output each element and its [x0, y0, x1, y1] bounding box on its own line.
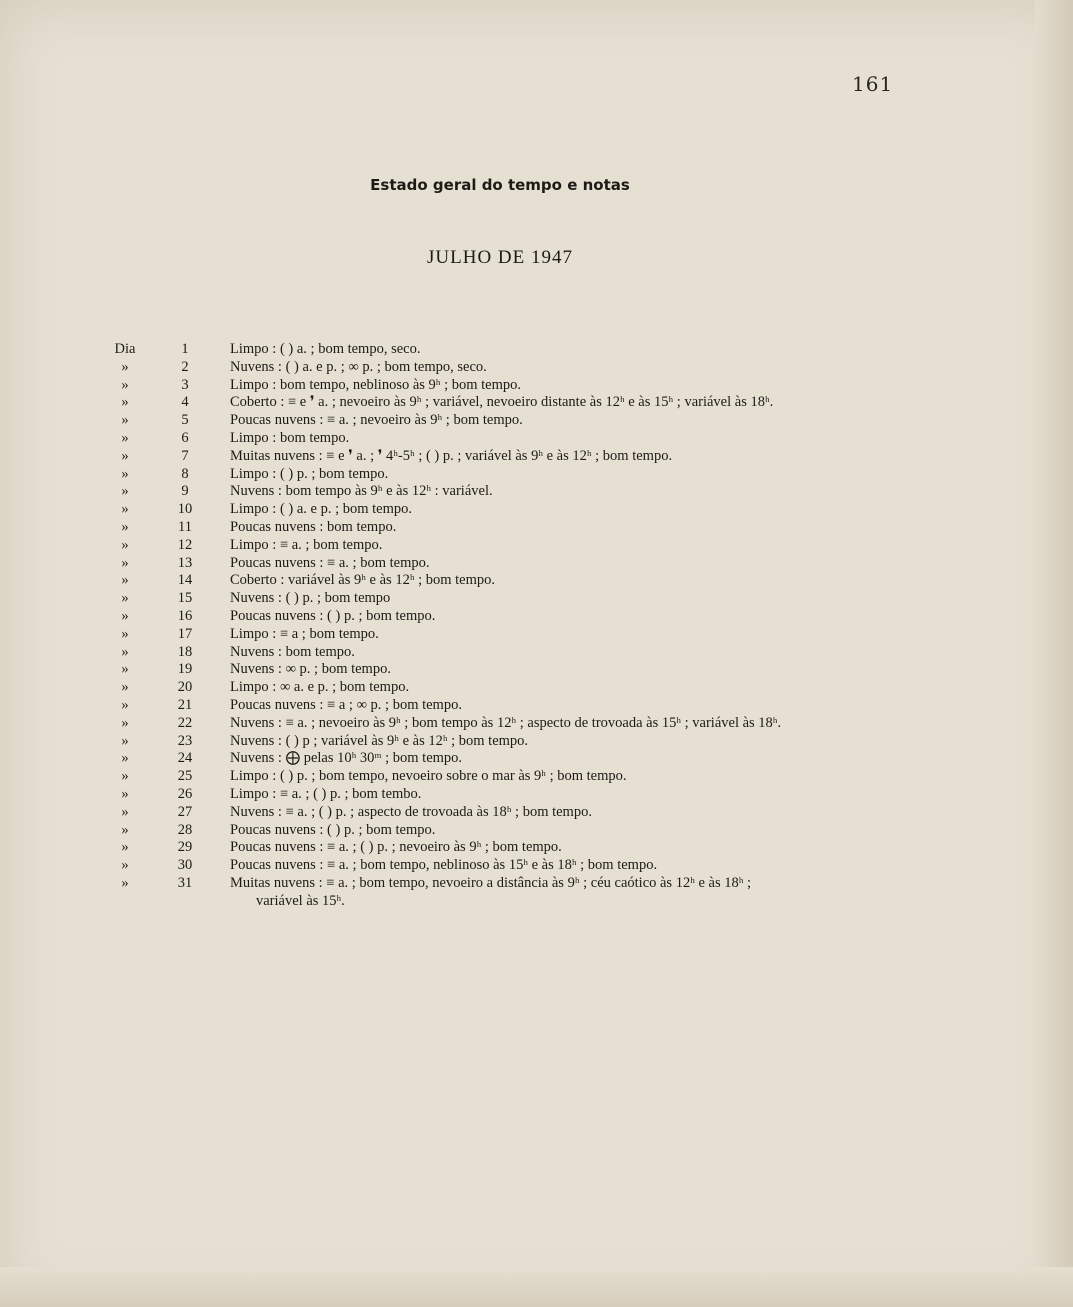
day-number: 31: [177, 874, 193, 891]
row-label: »: [121, 572, 129, 589]
day-entry-row: [0, 822, 1073, 840]
day-entry-row: [0, 608, 1073, 626]
day-entry-row: [0, 644, 1073, 662]
day-number: 21: [177, 696, 193, 713]
day-number: 30: [177, 857, 193, 874]
day-entry-row: [0, 412, 1073, 430]
weather-note: Nuvens : ≡ a. ; ( ) p. ; aspecto de trovoada às 18ʰ ; bom tempo.: [230, 803, 592, 820]
weather-note: Limpo : ≡ a ; bom tempo.: [230, 625, 379, 642]
day-entry-row: [0, 697, 1073, 715]
row-label: Dia: [114, 341, 136, 357]
row-label: »: [121, 839, 129, 856]
weather-note: Limpo : ( ) a. e p. ; bom tempo.: [230, 501, 413, 518]
weather-note: Nuvens : ( ) p. ; bom tempo: [230, 590, 391, 607]
day-entry-row: [0, 875, 1073, 911]
day-number: 4: [181, 394, 189, 411]
row-label: »: [121, 447, 129, 464]
weather-note: Poucas nuvens : ≡ a. ; nevoeiro às 9ʰ ; bom tempo.: [230, 412, 523, 429]
daily-notes-list: [0, 341, 1073, 911]
day-number: 13: [177, 554, 193, 571]
weather-note: Nuvens : ⨁ pelas 10ʰ 30ᵐ ; bom tempo.: [230, 750, 463, 767]
row-label: »: [121, 661, 129, 678]
day-entry-row: [0, 519, 1073, 537]
day-entry-row: [0, 341, 1073, 359]
day-number: 1: [181, 341, 189, 357]
day-number: 25: [177, 768, 193, 785]
day-entry-row: [0, 501, 1073, 519]
day-entry-row: [0, 804, 1073, 822]
day-entry-row: [0, 359, 1073, 377]
row-label: »: [121, 857, 129, 874]
day-entry-row: [0, 537, 1073, 555]
weather-note: Limpo : ≡ a. ; ( ) p. ; bom tembo.: [230, 785, 422, 802]
weather-note: Limpo : ≡ a. ; bom tempo.: [230, 536, 383, 553]
weather-note: Coberto : ≡ e ❜ a. ; nevoeiro às 9ʰ ; variável, nevoeiro distante às 12ʰ e às 15ʰ ; variável às 18ʰ.: [230, 394, 774, 411]
day-number: 11: [178, 518, 192, 535]
row-label: »: [121, 465, 129, 482]
row-label: »: [121, 732, 129, 749]
row-label: »: [121, 785, 129, 802]
weather-note: Limpo : ∞ a. e p. ; bom tempo.: [230, 679, 410, 696]
day-entry-row: [0, 448, 1073, 466]
day-entry-row: [0, 626, 1073, 644]
day-number: 8: [181, 465, 189, 482]
day-entry-row: [0, 786, 1073, 804]
day-number: 15: [177, 590, 193, 607]
day-number: 6: [181, 429, 189, 446]
day-entry-row: [0, 715, 1073, 733]
weather-note: Nuvens : ≡ a. ; nevoeiro às 9ʰ ; bom tempo às 12ʰ ; aspecto de trovoada às 15ʰ ; variável às 18ʰ.: [230, 714, 782, 731]
day-number: 26: [177, 785, 193, 802]
day-entry-row: [0, 572, 1073, 590]
row-label: »: [121, 376, 129, 393]
weather-note: Limpo : ( ) p. ; bom tempo, nevoeiro sobre o mar às 9ʰ ; bom tempo.: [230, 768, 627, 785]
row-label: »: [121, 821, 129, 838]
day-number: 12: [177, 536, 193, 553]
weather-note-continuation: variável às 15ʰ.: [256, 892, 345, 909]
row-label: »: [121, 483, 129, 500]
day-entry-row: [0, 590, 1073, 608]
weather-note: Nuvens : bom tempo.: [230, 643, 355, 660]
day-number: 14: [177, 572, 193, 589]
weather-note: Nuvens : ( ) a. e p. ; ∞ p. ; bom tempo, seco.: [230, 358, 487, 375]
day-entry-row: [0, 839, 1073, 857]
row-label: »: [121, 750, 129, 767]
day-entry-row: [0, 555, 1073, 573]
day-number: 17: [177, 625, 193, 642]
day-number: 3: [181, 376, 189, 393]
weather-note: Nuvens : ( ) p ; variável às 9ʰ e às 12ʰ ; bom tempo.: [230, 732, 529, 749]
row-label: »: [121, 607, 129, 624]
day-number: 18: [177, 643, 193, 660]
weather-note: Muitas nuvens : ≡ e ❜ a. ; ❜ 4ʰ-5ʰ ; ( ) p. ; variável às 9ʰ e às 12ʰ ; bom tempo.: [230, 447, 673, 464]
page-edge-bottom: [0, 1267, 1073, 1307]
day-number: 7: [181, 447, 189, 464]
day-number: 23: [177, 732, 193, 749]
row-label: »: [121, 768, 129, 785]
row-label: »: [121, 874, 129, 891]
day-entry-row: [0, 377, 1073, 395]
row-label: »: [121, 412, 129, 429]
weather-note: Limpo : bom tempo, neblinoso às 9ʰ ; bom tempo.: [230, 376, 522, 393]
weather-note: Poucas nuvens : ≡ a. ; bom tempo.: [230, 554, 430, 571]
day-entry-row: [0, 733, 1073, 751]
weather-note: Muitas nuvens : ≡ a. ; bom tempo, nevoeiro a distância às 9ʰ ; céu caótico às 12ʰ e às 18ʰ ;: [230, 874, 752, 891]
weather-note: Nuvens : bom tempo às 9ʰ e às 12ʰ : variável.: [230, 483, 493, 500]
section-title: Estado geral do tempo e notas: [370, 176, 630, 194]
weather-note: Poucas nuvens : ≡ a. ; ( ) p. ; nevoeiro às 9ʰ ; bom tempo.: [230, 839, 562, 856]
row-label: »: [121, 429, 129, 446]
weather-note: Nuvens : ∞ p. ; bom tempo.: [230, 661, 391, 678]
row-label: »: [121, 518, 129, 535]
day-entry-row: [0, 679, 1073, 697]
row-label: »: [121, 554, 129, 571]
day-number: 19: [177, 661, 193, 678]
day-number: 16: [177, 607, 193, 624]
row-label: »: [121, 643, 129, 660]
day-entry-row: [0, 394, 1073, 412]
weather-note: Coberto : variável às 9ʰ e às 12ʰ ; bom tempo.: [230, 572, 496, 589]
weather-note: Poucas nuvens : bom tempo.: [230, 518, 397, 535]
day-number: 24: [177, 750, 193, 767]
row-label: »: [121, 501, 129, 518]
weather-note: Poucas nuvens : ( ) p. ; bom tempo.: [230, 607, 436, 624]
day-number: 5: [181, 412, 189, 429]
month-heading: JULHO DE 1947: [427, 247, 573, 268]
row-label: »: [121, 625, 129, 642]
day-number: 10: [177, 501, 193, 518]
row-label: »: [121, 679, 129, 696]
weather-note: Poucas nuvens : ≡ a ; ∞ p. ; bom tempo.: [230, 696, 462, 713]
day-number: 2: [181, 358, 189, 375]
day-number: 29: [177, 839, 193, 856]
row-label: »: [121, 590, 129, 607]
row-label: »: [121, 696, 129, 713]
day-entry-row: [0, 661, 1073, 679]
day-entry-row: [0, 483, 1073, 501]
row-label: »: [121, 394, 129, 411]
weather-note: Poucas nuvens : ≡ a. ; bom tempo, neblinoso às 15ʰ e às 18ʰ ; bom tempo.: [230, 857, 658, 874]
page-number: 161: [852, 72, 894, 96]
row-label: »: [121, 714, 129, 731]
day-number: 20: [177, 679, 193, 696]
row-label: »: [121, 536, 129, 553]
day-number: 27: [177, 803, 193, 820]
day-entry-row: [0, 768, 1073, 786]
day-entry-row: [0, 430, 1073, 448]
day-number: 28: [177, 821, 193, 838]
day-number: 22: [177, 714, 193, 731]
weather-note: Limpo : bom tempo.: [230, 429, 350, 446]
day-entry-row: [0, 466, 1073, 484]
weather-note: Poucas nuvens : ( ) p. ; bom tempo.: [230, 821, 436, 838]
weather-note: Limpo : ( ) p. ; bom tempo.: [230, 465, 389, 482]
weather-note: Limpo : ( ) a. ; bom tempo, seco.: [230, 341, 421, 357]
row-label: »: [121, 803, 129, 820]
row-label: »: [121, 358, 129, 375]
day-entry-row: [0, 750, 1073, 768]
day-entry-row: [0, 857, 1073, 875]
day-number: 9: [181, 483, 189, 500]
